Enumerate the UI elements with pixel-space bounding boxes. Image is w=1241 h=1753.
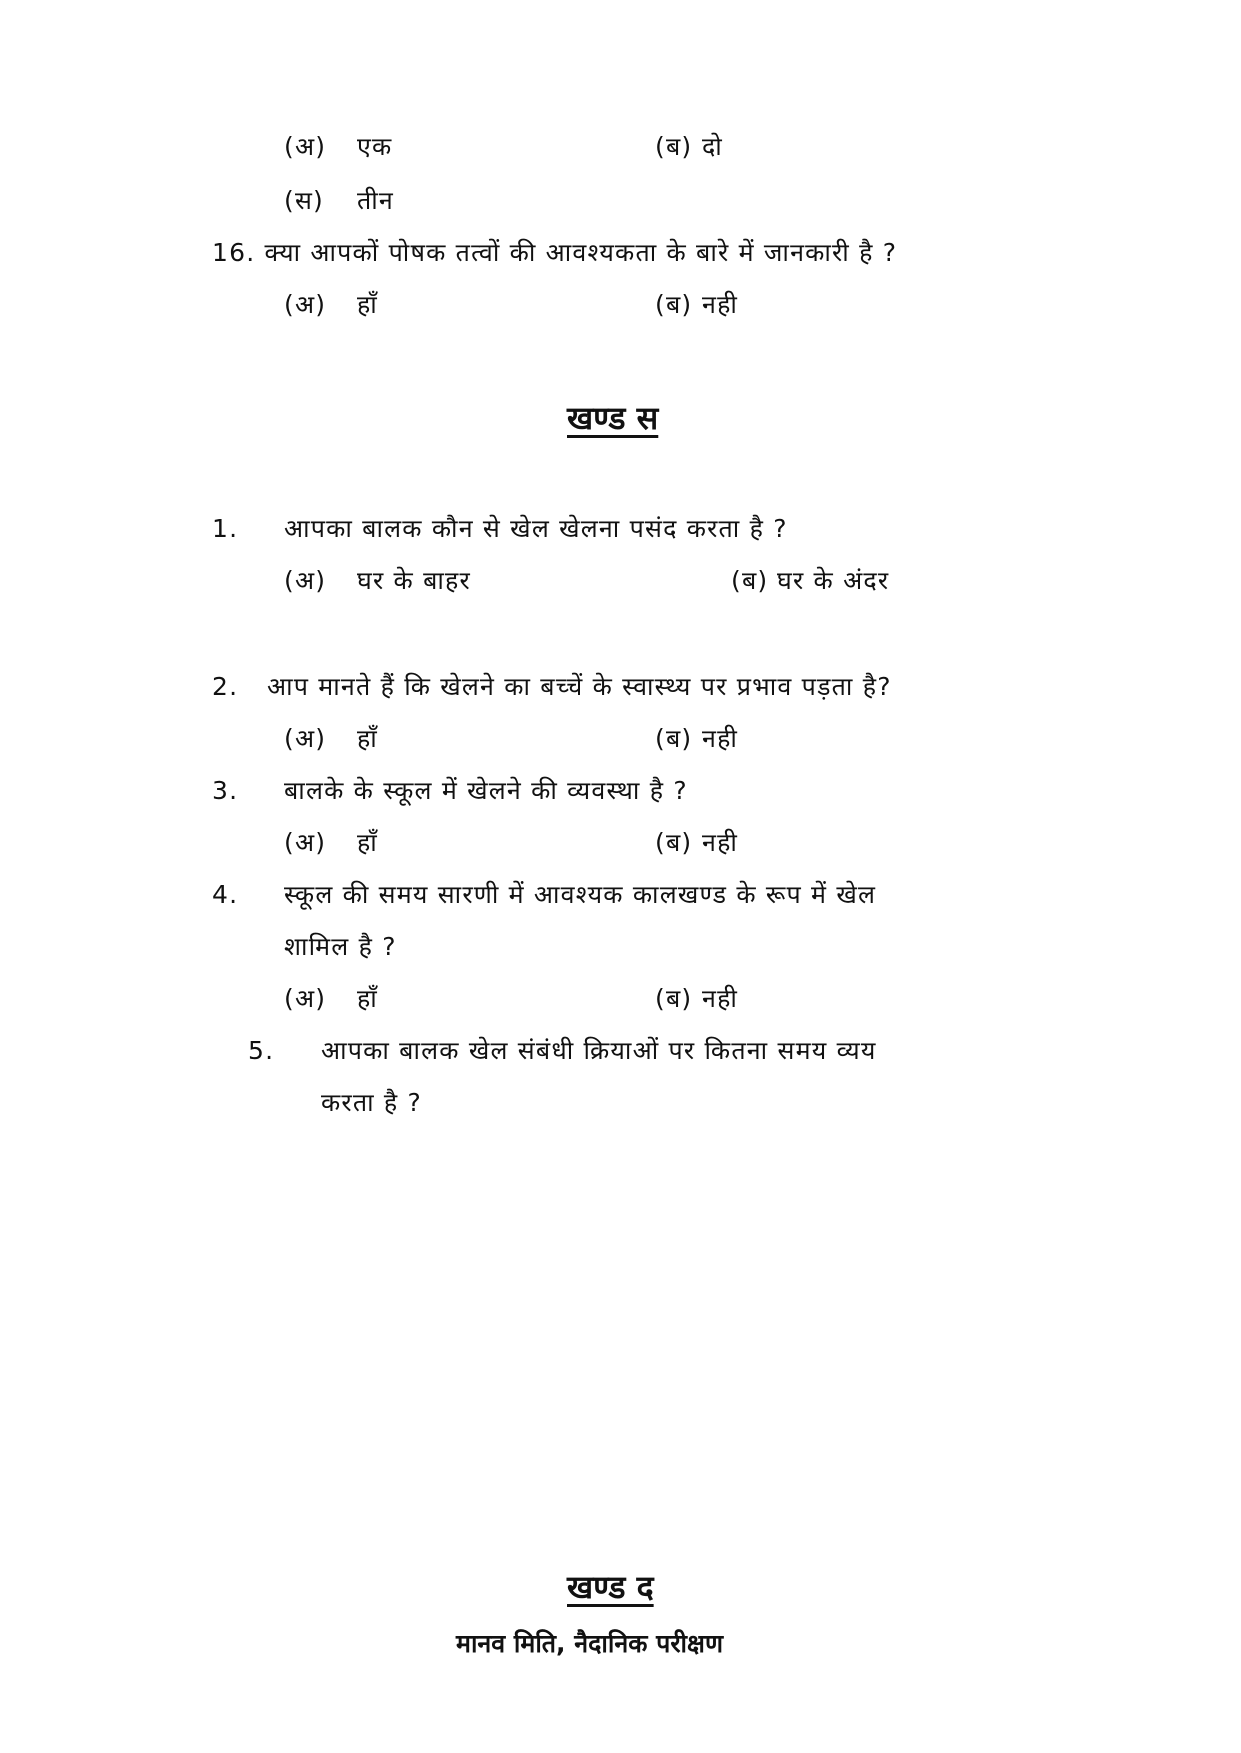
question-3-number: 3. [212, 776, 239, 805]
question-1-text: आपका बालक कौन से खेल खेलना पसंद करता है ? [284, 514, 788, 543]
question-2-text: आप मानते हैं कि खेलने का बच्चें के स्वास्थ्य पर प्रभाव पड़ता है? [267, 672, 892, 701]
question-16-text: 16. क्या आपकों पोषक तत्वों की आवश्यकता के बारे में जानकारी है ? [212, 238, 898, 267]
q3-option-a-label: (अ) [284, 828, 327, 857]
section-s-heading: खण्ड स [567, 399, 659, 437]
q4-option-a-label: (अ) [284, 984, 327, 1013]
option-c-label: (स) [284, 186, 325, 215]
q2-option-a-text: हाँ [357, 724, 378, 753]
q4-option-a-text: हाँ [357, 984, 378, 1013]
section-d-heading: खण्ड द [567, 1568, 654, 1606]
question-1-number: 1. [212, 514, 239, 543]
q2-option-b-label: (ब) [655, 724, 693, 753]
q4-option-b-label: (ब) [655, 984, 693, 1013]
question-5-text-line1: आपका बालक खेल संबंधी क्रियाओं पर कितना समय व्यय [321, 1036, 877, 1065]
question-5-number: 5. [248, 1036, 275, 1065]
q3-option-b-text: नही [702, 828, 739, 857]
q2-option-a-label: (अ) [284, 724, 327, 753]
q1-option-a-label: (अ) [284, 566, 327, 595]
q1-option-b-label: (ब) [731, 566, 769, 595]
question-3-text: बालके के स्कूल में खेलने की व्यवस्था है ? [284, 776, 688, 805]
question-4-number: 4. [212, 880, 239, 909]
q16-option-a-text: हाँ [357, 290, 378, 319]
option-a-text: एक [357, 132, 393, 161]
question-4-text-line1: स्कूल की समय सारणी में आवश्यक कालखण्ड के रूप में खेल [284, 880, 877, 909]
q16-option-b-text: नही [702, 290, 739, 319]
q3-option-a-text: हाँ [357, 828, 378, 857]
option-c-text: तीन [357, 186, 395, 215]
q1-option-a-text: घर के बाहर [357, 566, 471, 595]
question-5-text-line2: करता है ? [321, 1088, 422, 1117]
q16-option-a-label: (अ) [284, 290, 327, 319]
section-d-subheading: मानव मिति, नैदानिक परीक्षण [456, 1629, 724, 1658]
q1-option-b-text: घर के अंदर [777, 566, 890, 595]
option-a-label: (अ) [284, 132, 327, 161]
question-2-number: 2. [212, 672, 239, 701]
q3-option-b-label: (ब) [655, 828, 693, 857]
option-b-label: (ब) [655, 132, 693, 161]
q2-option-b-text: नही [702, 724, 739, 753]
question-4-text-line2: शामिल है ? [284, 932, 397, 961]
option-b-text: दो [702, 132, 723, 161]
q16-option-b-label: (ब) [655, 290, 693, 319]
q4-option-b-text: नही [702, 984, 739, 1013]
